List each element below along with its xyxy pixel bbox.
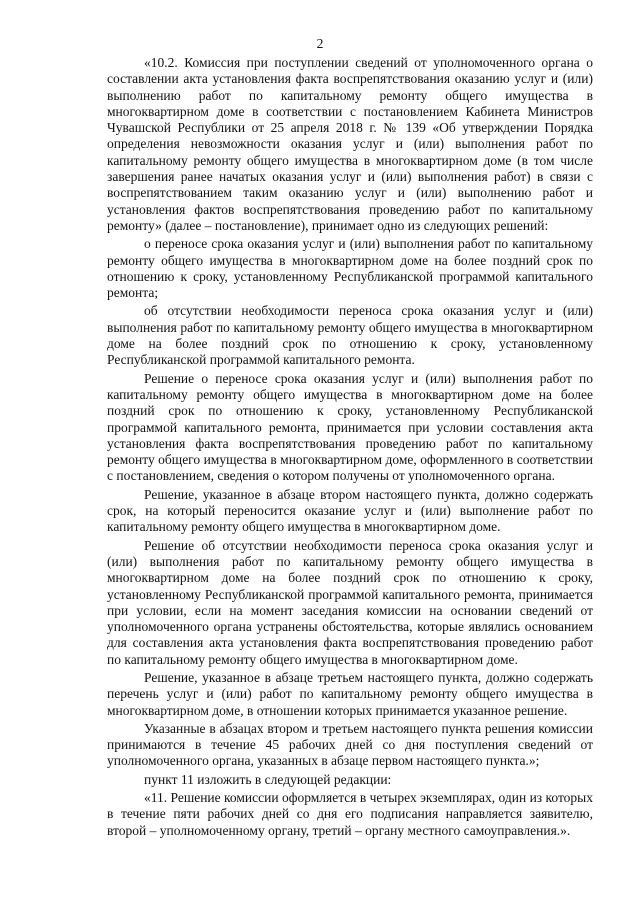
document-body xyxy=(107,55,593,839)
paragraph-10-2-intro: «10.2. Комиссия при поступлении сведений от уполномоченного органа о составлении акта установления факта воспрепятствования оказанию услуг и (или) выполнению работ по капитальному ремонту общего имущества в многоквартирном доме в соответствии с постановлением Кабинета Министров Чувашской Республики от 25 апреля 2018 г. № 139 «Об утверждении Порядка определения невозможности оказания услуг и (или) выполнения работ по капитальному ремонту общего имущества в многоквартирном доме (в том числе завершения ранее начатых оказания услуг и (или) выполнения работ) в связи с воспрепятствованием таким оказанию услуг и (или) выполнению работ и установления фактов воспрепятствования проведению работ по капитальному ремонту» (далее – постановление), принимает одно из следующих решений: xyxy=(107,55,593,233)
paragraph-decision-deadline: Указанные в абзацах втором и третьем настоящего пункта решения комиссии принимаются в течение 45 рабочих дней со дня поступления сведений от уполномоченного органа, указанных в абзаце первом настоящего пункта.»; xyxy=(107,720,593,769)
paragraph-postpone-condition: Решение о переносе срока оказания услуг и (или) выполнения работ по капитальному ремонту общего имущества в многоквартирном доме на более поздний срок по отношению к сроку, установленному Республиканской программой капитального ремонта, принимается при условии составления акта установления факта воспрепятствования проведению работ по капитальному ремонту общего имущества в многоквартирном доме, оформленного в соответствии с постановлением, сведения о котором получены от уполномоченного органа. xyxy=(107,370,593,484)
paragraph-item-11-instruction: пункт 11 изложить в следующей редакции: xyxy=(144,771,392,787)
paragraph-option-no-postpone: об отсутствии необходимости переноса срока оказания услуг и (или) выполнения работ по капитальному ремонту общего имущества в многоквартирном доме на более поздний срок по отношению к сроку, установленному Республиканской программой капитального ремонта. xyxy=(107,303,593,368)
page-number: 2 xyxy=(316,36,324,51)
paragraph-item-11-text: «11. Решение комиссии оформляется в четырех экземплярах, один из которых в течение пяти рабочих дней со дня его подписания направляется заявителю, второй – уполномоченному органу, третий – органу местного самоуправления.». xyxy=(107,790,594,838)
paragraph-postpone-content: Решение, указанное в абзаце втором настоящего пункта, должно содержать срок, на который переносится оказание услуг и (или) выполнение работ по капитальному ремонту общего имущества в многоквартирном доме. xyxy=(107,486,593,535)
paragraph-no-postpone-content: Решение, указанное в абзаце третьем настоящего пункта, должно содержать перечень услуг и (или) работ по капитальному ремонту общего имущества в многоквартирном доме, в отношении которых принимается указанное решение. xyxy=(107,669,593,718)
paragraph-option-postpone: о переносе срока оказания услуг и (или) выполнения работ по капитальному ремонту общего имущества в многоквартирном доме на более поздний срок по отношению к сроку, установленному Республиканской программой капитального ремонта; xyxy=(107,236,593,301)
paragraph-no-postpone-condition: Решение об отсутствии необходимости переноса срока оказания услуг и (или) выполнения работ по капитальному ремонту общего имущества в многоквартирном доме на более поздний срок по отношению к сроку, установленному Республиканской программой капитального ремонта, принимается при условии, если на момент заседания комиссии на основании сведений от уполномоченного органа устранены обстоятельства, которые являлись основанием для составления акта установления факта воспрепятствования проведению работ по капитальному ремонту общего имущества в многоквартирном доме. xyxy=(107,537,593,667)
